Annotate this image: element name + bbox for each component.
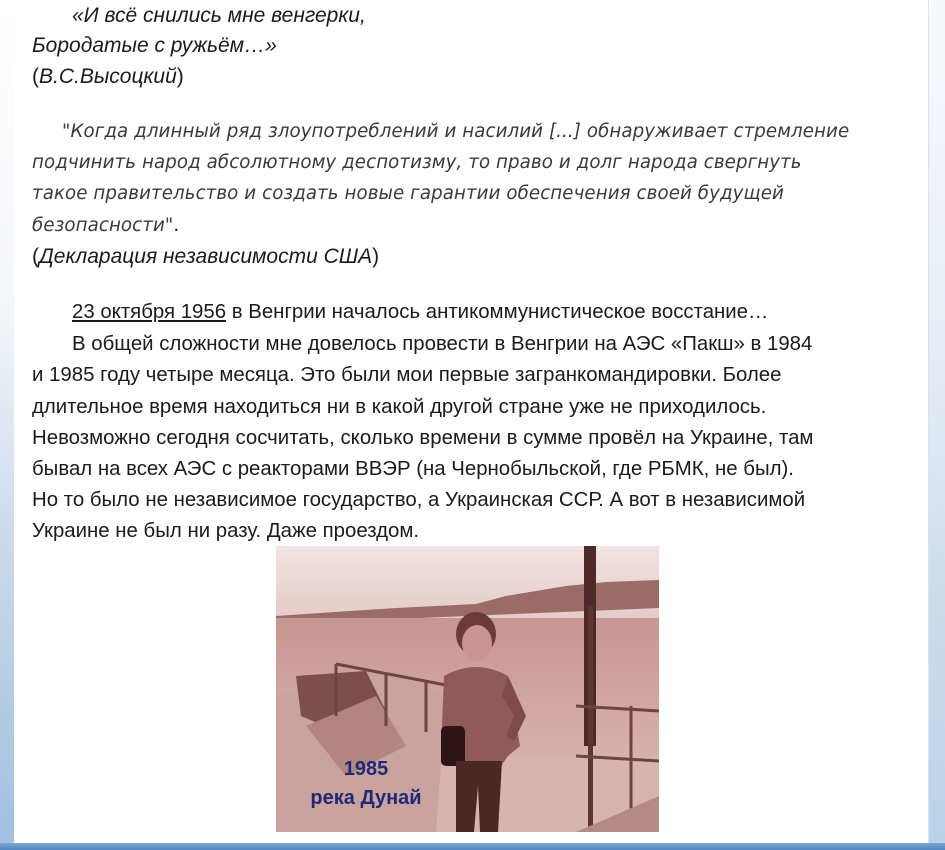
quote-line-4 [32, 209, 179, 241]
quote-source: Декларация независимости США [39, 245, 373, 268]
quote-attribution [32, 241, 379, 272]
signpost-pole [588, 606, 593, 832]
epigraph-line-2: Бородатые с ружьём…» [32, 34, 277, 57]
danube-photo [276, 546, 659, 832]
body-line-5: Невозможно сегодня сосчитать, сколько времени в сумме провёл на Украине, там [32, 427, 814, 449]
quote-line-2: подчинить народ абсолютному деспотизму, то право и долг народа свергнуть [32, 152, 802, 173]
person-face [462, 625, 492, 661]
quote-line-4-text: безопасности" [32, 215, 174, 236]
quote-line-3: такое правительство и создать новые гарантии обеспечения своей будущей [32, 183, 784, 204]
body-line-8: Украине не был ни разу. Даже проездом. [32, 520, 420, 542]
person-trousers [456, 761, 502, 832]
body-line-6: бывал на всех АЭС с реакторами ВВЭР (на Чернобыльской, где РБМК, не был). [32, 458, 794, 480]
quote-line-1: "Когда длинный ряд злоупотреблений и насилий [...] обнаруживает стремление [62, 121, 850, 142]
body-line-2: В общей сложности мне довелось провести в Венгрии на АЭС «Пакш» в 1984 [72, 333, 813, 355]
quote-paren-open: ( [32, 245, 39, 268]
body-line-1 [72, 297, 768, 328]
attribution-paren-close: ) [176, 65, 184, 88]
window-bottom-bar [0, 843, 945, 850]
epigraph-author: В.С.Высоцкий [39, 65, 177, 88]
epigraph-line-1: «И всё снились мне венгерки, [72, 4, 366, 27]
window-right-edge [928, 0, 945, 850]
document-page [14, 0, 928, 843]
window-left-edge [0, 0, 14, 850]
quote-paren-close: ) [372, 245, 380, 268]
date-link[interactable]: 23 октября 1956 [72, 301, 227, 323]
quote-period: . [173, 213, 180, 236]
caption-year: 1985 [343, 758, 389, 780]
epigraph-attribution [32, 61, 184, 92]
body-line-1-rest: в Венгрии началось антикоммунистическое восстание… [226, 301, 769, 323]
body-line-3: и 1985 году четыре месяца. Это были мои первые загранкомандировки. Более [32, 364, 782, 386]
attribution-paren-open: ( [32, 65, 39, 88]
body-line-4: длительное время находиться ни в какой другой стране уже не приходилось. [32, 396, 767, 418]
caption-place: река Дунай [310, 787, 422, 809]
body-line-7: Но то было не независимое государство, а Украинская ССР. А вот в независимой [32, 489, 806, 511]
